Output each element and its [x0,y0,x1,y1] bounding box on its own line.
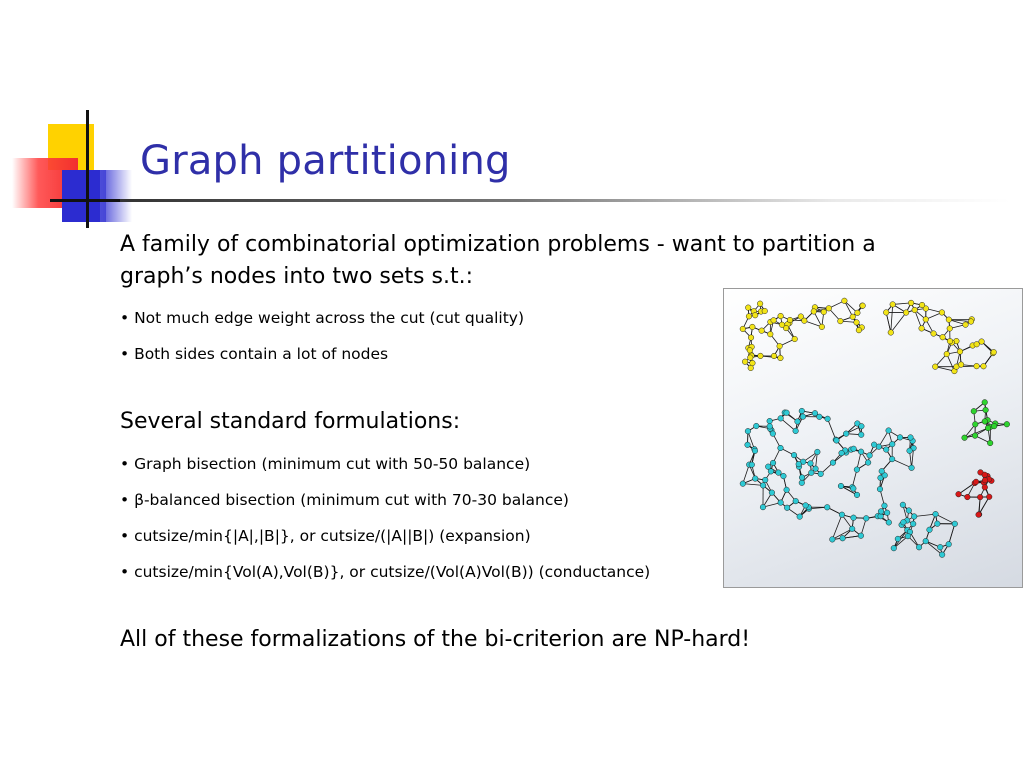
graph-node [742,359,748,365]
graph-node [792,336,798,342]
graph-node [974,341,980,347]
graph-node [858,533,864,539]
graph-node [878,509,884,515]
graph-node [976,512,982,518]
graph-node [767,424,773,430]
graph-node [850,314,856,320]
graph-node [808,470,814,476]
graph-node [927,527,933,533]
graph-node [907,448,913,454]
graph-node [867,453,873,459]
graph-node [791,452,797,458]
graph-node [851,515,857,521]
graph-node [778,355,784,361]
graph-node [767,418,773,424]
graph-node [889,456,895,462]
graph-node [883,447,889,453]
graph-node [758,353,764,359]
graph-node [839,512,845,518]
formulation-bullet: • Graph bisection (minimum cut with 50-50 balance) [120,455,531,473]
graph-node [821,309,827,315]
graph-node [838,483,844,489]
graph-node [982,485,988,491]
graph-node [937,544,943,550]
graph-node [757,301,763,307]
graph-node [796,461,802,467]
graph-node [740,481,746,487]
graph-node [962,435,968,441]
graph-node [746,314,752,320]
graph-node [747,355,753,361]
graph-node [901,519,907,525]
graph-node [863,516,869,522]
graph-node [750,324,756,330]
graph-node [905,533,911,539]
graph-node [947,326,953,332]
intro-paragraph: A family of combinatorial optimization problems - want to partition a graph’s nodes into two sets s.t.: [120,232,876,289]
graph-node [759,328,765,334]
graph-edge [949,524,955,544]
graph-node [779,322,785,328]
graph-node [991,349,997,355]
criteria-bullet: • Not much edge weight across the cut (cut quality) [120,309,525,327]
graph-node [858,432,864,438]
graph-node [957,349,963,355]
graph-node [808,461,814,467]
graph-node [888,330,894,336]
graph-node [968,319,974,325]
graph-node [748,335,754,341]
graph-node [963,322,969,328]
graph-node [745,428,751,434]
graph-node [919,302,925,308]
graph-node [985,425,991,431]
graph-node [854,320,860,326]
vertical-line-decoration [86,110,89,228]
graph-node [877,486,883,492]
graph-node [916,544,922,550]
graph-edge [892,459,911,468]
graph-node [939,552,945,558]
graph-node [882,503,888,509]
graph-node [981,363,987,369]
graph-edge [828,419,836,440]
graph-node [800,414,806,420]
graph-node [903,310,909,316]
graph-node [982,477,988,483]
graph-node [745,305,751,311]
graph-node [952,521,958,527]
graph-node [762,477,768,483]
graph-edge [891,304,893,332]
graph-node [740,326,746,332]
graph-node [771,353,777,359]
network-graph-image [723,288,1023,588]
graph-node [826,305,832,311]
formulation-bullet: • cutsize/min{Vol(A),Vol(B)}, or cutsize/(Vol(A)Vol(B)) (conductance) [120,563,651,581]
graph-node [830,537,836,543]
graph-node [851,486,857,492]
graph-node [886,520,892,526]
graph-node [986,494,992,500]
graph-node [886,428,892,434]
graph-node [973,479,979,485]
graph-node [803,503,809,509]
graph-node [859,423,865,429]
graph-node [871,442,877,448]
graph-node [778,445,784,451]
graph-node [982,472,988,478]
graph-node [781,473,787,479]
graph-node [935,521,941,527]
graph-node [987,440,993,446]
graph-node [908,435,914,441]
graph-node [860,303,866,309]
graph-node [813,466,819,472]
graph-node [849,526,855,532]
graph-node [889,441,895,447]
graph-node [749,462,755,468]
blue-fade-decoration [100,170,132,222]
graph-node [795,419,801,425]
graph-node [854,492,860,498]
decorative-logo [0,100,140,230]
graph-node [811,309,817,315]
graph-node [838,318,844,324]
graph-node [760,483,766,489]
graph-node [834,438,840,444]
graph-node [883,310,889,316]
graph-node [919,326,925,332]
graph-node [923,317,929,323]
graph-node [784,487,790,493]
graph-node [799,475,805,481]
formulations-heading: Several standard formulations: [120,409,461,434]
graph-node [972,433,978,439]
graph-node [799,480,805,486]
graph-node [856,327,862,333]
graph-node [1004,421,1010,427]
graph-edge [891,313,906,333]
graph-node [890,302,896,308]
graph-node [797,514,803,520]
graph-node [776,470,782,476]
graph-node [891,545,897,551]
graph-node [768,331,774,337]
graph-node [752,476,758,482]
graph-node [830,460,836,466]
criteria-bullet: • Both sides contain a lot of nodes [120,345,389,363]
graph-node [815,449,821,455]
graph-node [972,422,978,428]
graph-node [762,308,768,314]
graph-node [825,416,831,422]
graph-node [879,468,885,474]
graph-node [819,324,825,330]
graph-node [753,423,759,429]
graph-node [909,465,915,471]
graph-node [939,310,945,316]
graph-node [971,408,977,414]
graph-node [747,348,753,354]
graph-node [895,536,901,542]
graph-node [908,300,914,306]
graph-node [851,446,857,452]
graph-node [787,317,793,323]
slide-title: Graph partitioning [140,138,511,184]
graph-node [784,410,790,416]
graph-node [793,498,799,504]
graph-node [983,407,989,413]
graph-node [770,431,776,437]
graph-node [750,360,756,366]
graph-node [956,491,962,497]
graph-edge [914,514,935,516]
formulation-bullet: • cutsize/min{|A|,|B|}, or cutsize/(|A||B|) (expansion) [120,527,531,545]
graph-node [958,362,964,368]
graph-node [933,511,939,517]
graph-node [965,494,971,500]
graph-node [793,428,799,434]
graph-node [771,318,777,324]
graph-node [944,351,950,357]
graph-node [911,514,917,520]
graph-node [799,408,805,414]
graph-node [842,298,848,304]
graph-node [900,502,906,508]
graph-node [982,419,988,425]
graph-node [752,448,758,454]
graph-node [839,450,845,456]
graph-node [824,504,830,510]
graph-node [912,307,918,313]
graph-node [840,535,846,541]
graph-node [991,423,997,429]
graph-node [760,504,766,510]
graph-node [910,521,916,527]
graph-node [946,317,952,323]
graph-node [977,494,983,500]
graph-edge [832,515,842,540]
graph-node [897,435,903,441]
graph-node [843,431,849,437]
graph-node [865,460,871,466]
graph-node [906,508,912,514]
graph-node [770,460,776,466]
graph-node [768,469,774,475]
graph-edge [886,312,891,332]
graph-node [802,318,808,324]
graph-node [923,538,929,544]
graph-node [812,410,818,416]
graph-node [931,331,937,337]
graph-node [778,313,784,319]
graph-node [778,416,784,422]
graph-node [947,338,953,344]
title-underline [120,199,1010,202]
graph-node [818,471,824,477]
graph-node [932,364,938,370]
graph-node [974,363,980,369]
graph-node [982,400,988,406]
graph-node [858,449,864,455]
graph-node [940,334,946,340]
graph-edge [743,484,763,486]
graph-node [784,505,790,511]
graph-node [854,467,860,473]
formulation-bullet: • β-balanced bisection (minimum cut with 70-30 balance) [120,491,569,509]
graph-node [855,310,861,316]
graph-node [745,442,751,448]
graph-node [778,500,784,506]
conclusion-text: All of these formalizations of the bi-criterion are NP-hard! [120,627,751,652]
graph-node [777,343,783,349]
graph-node [752,312,758,318]
network-graph-icon [724,289,1022,587]
graph-node [884,510,890,516]
graph-node [946,541,952,547]
graph-node [769,490,775,496]
